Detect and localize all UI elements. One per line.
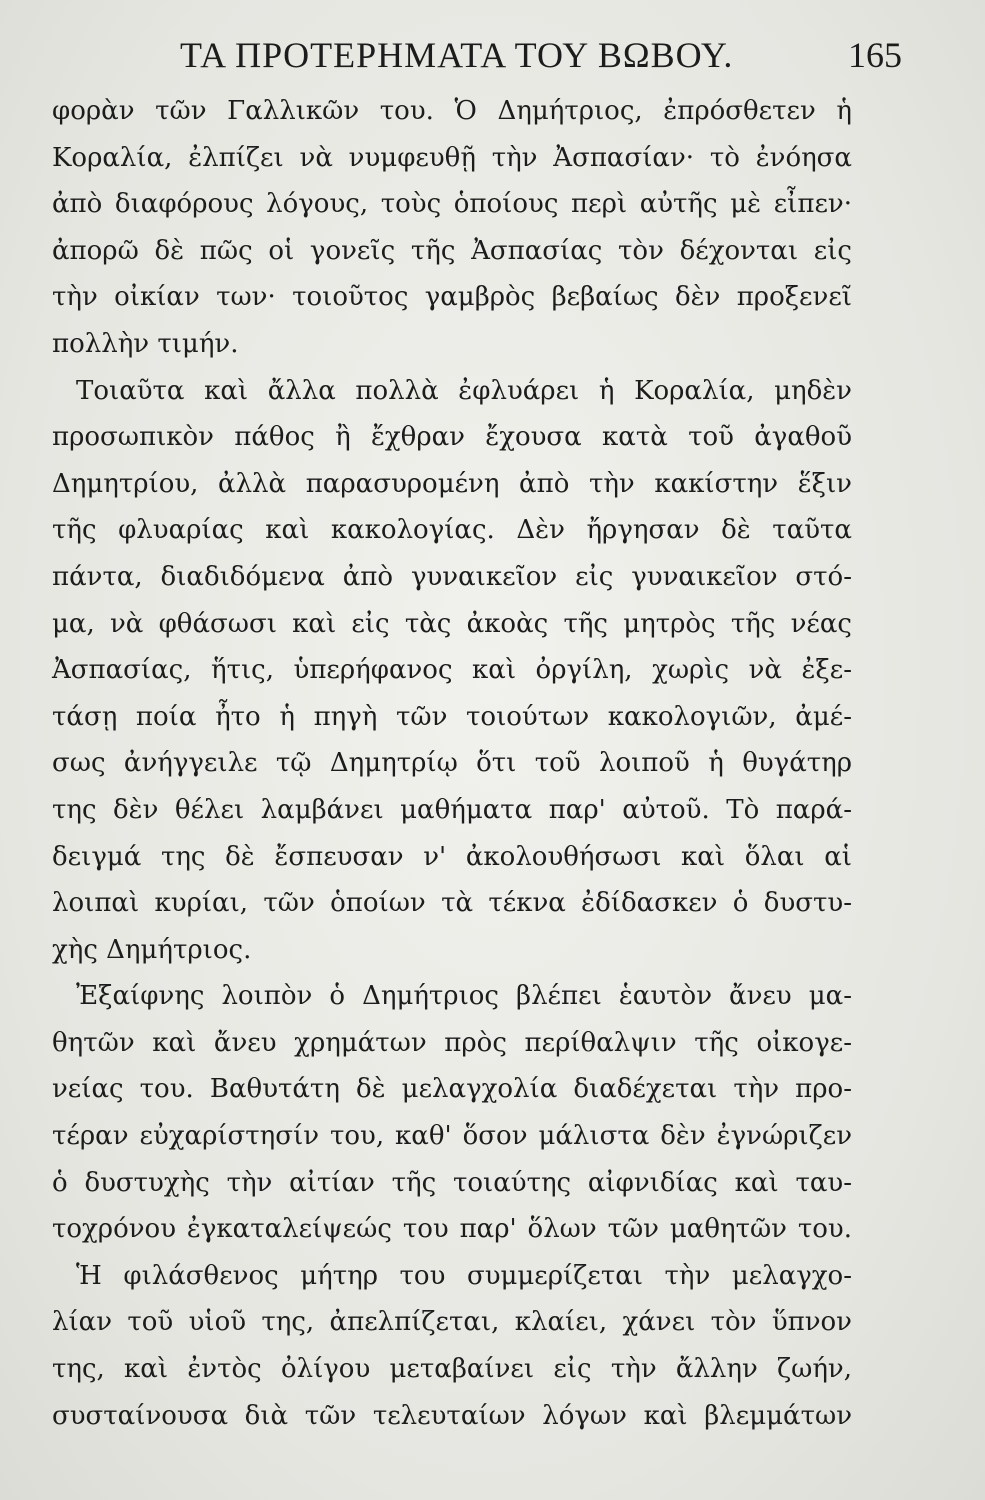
text-line: ὁ δυστυχὴς τὴν αἰτίαν τῆς τοιαύτης αἰφνιδίας καὶ ταυ- [52, 1167, 852, 1198]
text-line: Δημητρίου, ἀλλὰ παρασυρομένη ἀπὸ τὴν κακίστην ἕξιν [52, 468, 852, 499]
text-line: σως ἀνήγγειλε τῷ Δημητρίῳ ὅτι τοῦ λοιποῦ ἡ θυγάτηρ [52, 748, 852, 779]
text-line: δειγμά της δὲ ἔσπευσαν ν' ἀκολουθήσωσι καὶ ὅλαι αἱ [52, 841, 852, 872]
text-line: μα, νὰ φθάσωσι καὶ εἰς τὰς ἀκοὰς τῆς μητρὸς τῆς νέας [52, 608, 852, 639]
text-line: τέραν εὐχαρίστησίν του, καθ' ὅσον μάλιστα δὲν ἐγνώριζεν [52, 1121, 852, 1152]
text-line: Ἀσπασίας, ἥτις, ὑπερήφανος καὶ ὀργίλη, χωρὶς νὰ ἐξε- [52, 655, 852, 686]
text-line: ἀπορῶ δὲ πῶς οἱ γονεῖς τῆς Ἀσπασίας τὸν δέχονται εἰς [52, 235, 852, 266]
text-line: τῆς φλυαρίας καὶ κακολογίας. Δὲν ἤργησαν δὲ ταῦτα [52, 515, 852, 546]
text-line: χὴς Δημήτριος. [52, 934, 252, 965]
paragraph-first-line: Ἐξαίφνης λοιπὸν ὁ Δημήτριος βλέπει ἑαυτὸν ἄνευ μα- [76, 981, 852, 1012]
paragraph-first-line: Τοιαῦτα καὶ ἄλλα πολλὰ ἐφλυάρει ἡ Κοραλία, μηδὲν [76, 375, 852, 406]
text-line: πάντα, διαδιδόμενα ἀπὸ γυναικεῖον εἰς γυναικεῖον στό- [52, 561, 852, 592]
running-title: ΤΑ ΠΡΟΤΕΡΗΜΑΤΑ ΤΟΥ ΒΩΒΟΥ. [180, 35, 734, 75]
text-line: προσωπικὸν πάθος ἢ ἔχθραν ἔχουσα κατὰ τοῦ ἀγαθοῦ [52, 422, 852, 453]
paragraph-first-line: Ἡ φιλάσθενος μήτηρ του συμμερίζεται τὴν μελαγχο- [76, 1260, 852, 1291]
text-line: νείας του. Βαθυτάτη δὲ μελαγχολία διαδέχεται τὴν προ- [52, 1074, 852, 1105]
running-head [60, 26, 940, 86]
text-line: τὴν οἰκίαν των· τοιοῦτος γαμβρὸς βεβαίως δὲν προξενεῖ [52, 282, 852, 313]
text-line: φορὰν τῶν Γαλλικῶν του. Ὁ Δημήτριος, ἐπρόσθετεν ἡ [52, 96, 852, 126]
text-line: Κοραλία, ἐλπίζει νὰ νυμφευθῇ τὴν Ἀσπασίαν· τὸ ἐνόησα [52, 142, 852, 173]
text-line: ἀπὸ διαφόρους λόγους, τοὺς ὁποίους περὶ αὐτῆς μὲ εἶπεν· [52, 189, 852, 220]
page-number: 165 [848, 35, 902, 75]
body-text [52, 88, 852, 1439]
text-line: θητῶν καὶ ἄνευ χρημάτων πρὸς περίθαλψιν τῆς οἰκογε- [52, 1027, 852, 1058]
text-line: τάσῃ ποία ἦτο ἡ πηγὴ τῶν τοιούτων κακολογιῶν, ἀμέ- [52, 701, 852, 732]
text-line: της, καὶ ἐντὸς ὀλίγου μεταβαίνει εἰς τὴν ἄλλην ζωήν, [52, 1354, 852, 1385]
text-line: λίαν τοῦ υἱοῦ της, ἀπελπίζεται, κλαίει, χάνει τὸν ὕπνον [52, 1307, 852, 1338]
text-line: συσταίνουσα διὰ τῶν τελευταίων λόγων καὶ βλεμμάτων [52, 1400, 852, 1431]
text-line: της δὲν θέλει λαμβάνει μαθήματα παρ' αὐτοῦ. Τὸ παρά- [52, 794, 852, 825]
text-line: πολλὴν τιμήν. [52, 328, 239, 359]
text-line: λοιπαὶ κυρίαι, τῶν ὁποίων τὰ τέκνα ἐδίδασκεν ὁ δυστυ- [52, 888, 852, 919]
text-line: τοχρόνου ἐγκαταλείψεώς του παρ' ὅλων τῶν μαθητῶν του. [52, 1214, 852, 1245]
